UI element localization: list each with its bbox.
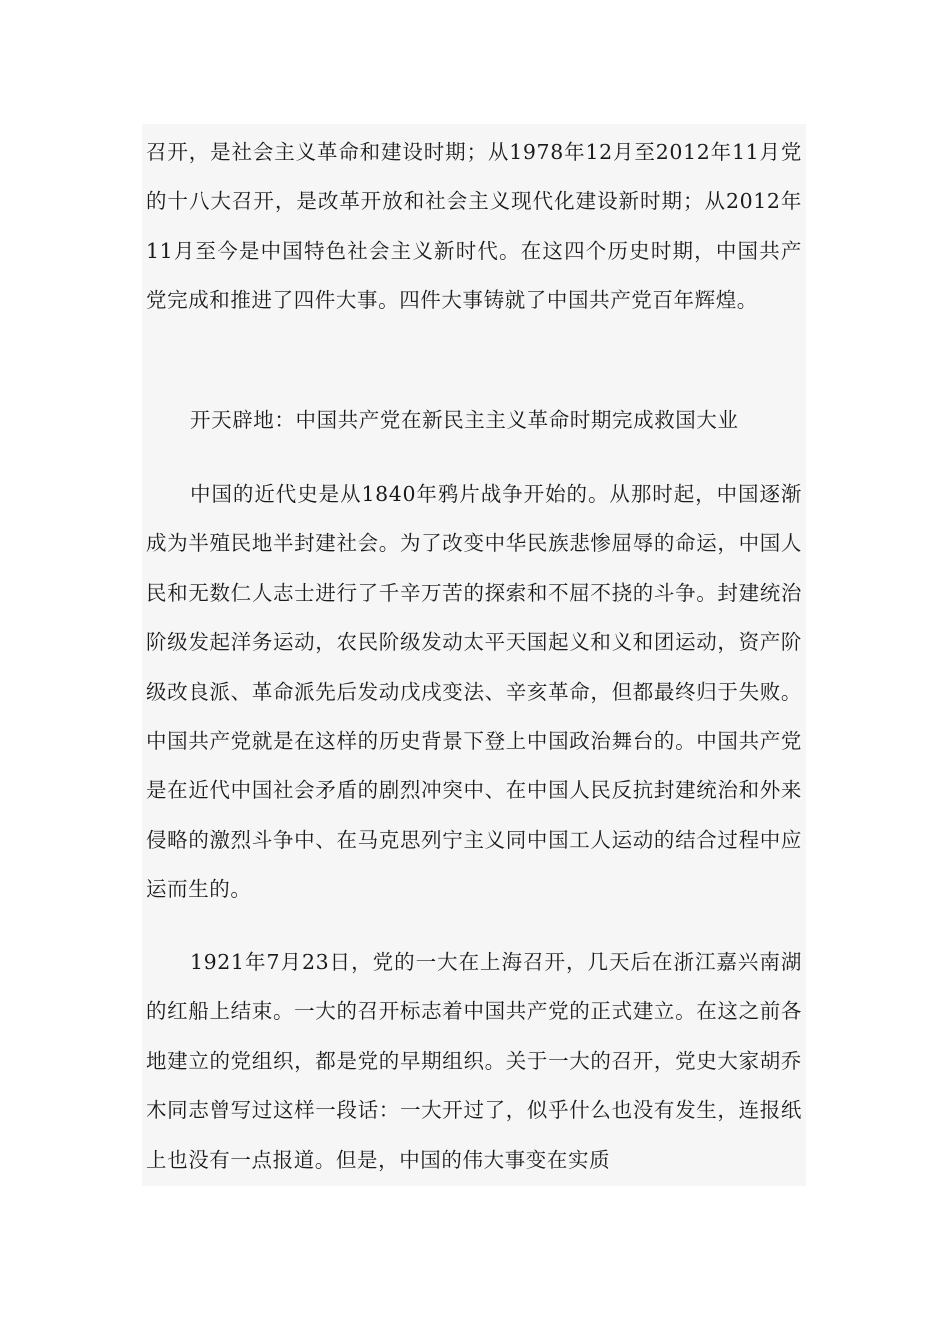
paragraph-first-congress: 1921年7月23日，党的一大在上海召开，几天后在浙江嘉兴南湖的红船上结束。一大的召开标志着中国共产党的正式建立。在这之前各地建立的党组织，都是党的早期组织。关于一大的召开，党史大家胡乔木同志曾写过这样一段话：一大开过了，似乎什么也没有发生，连报纸上也没有一点报道。但是，中国的伟大事变在实质 bbox=[146, 950, 802, 1172]
paragraph-historical-periods: 召开，是社会主义革命和建设时期；从1978年12月至2012年11月党的十八大召开，是改革开放和社会主义现代化建设新时期；从2012年11月至今是中国特色社会主义新时代。在这四个历史时期，中国共产党完成和推进了四件大事。四件大事铸就了中国共产党百年辉煌。 bbox=[146, 140, 802, 313]
section-heading: 开天辟地：中国共产党在新民主主义革命时期完成救国大业 bbox=[190, 408, 739, 432]
document-page bbox=[142, 124, 806, 1186]
paragraph-modern-history: 中国的近代史是从1840年鸦片战争开始的。从那时起，中国逐渐成为半殖民地半封建社会。为了改变中华民族悲惨屈辱的命运，中国人民和无数仁人志士进行了千辛万苦的探索和不屈不挠的斗争。封建统治阶级发起洋务运动，农民阶级发动太平天国起义和义和团运动，资产阶级改良派、革命派先后发动戊戌变法、辛亥革命，但都最终归于失败。中国共产党就是在这样的历史背景下登上中国政治舞台的。中国共产党是在近代中国社会矛盾的剧烈冲突中、在中国人民反抗封建统治和外来侵略的激烈斗争中、在马克思列宁主义同中国工人运动的结合过程中应运而生的。 bbox=[146, 482, 802, 902]
